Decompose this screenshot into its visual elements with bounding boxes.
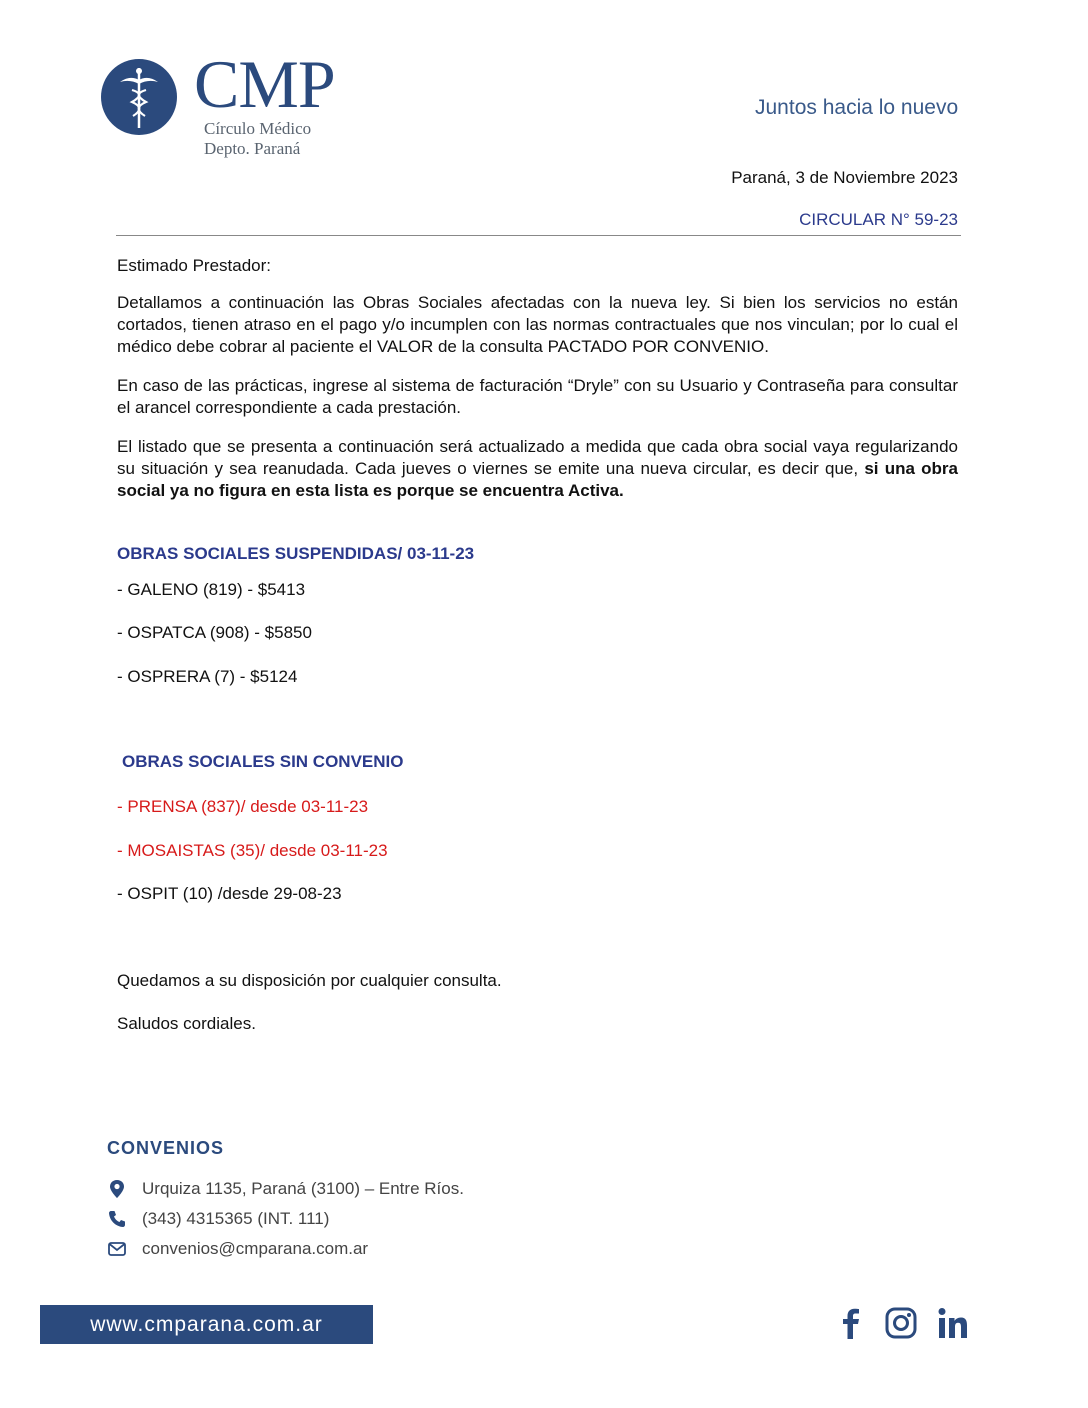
mail-icon [107,1239,127,1259]
list-item: - PRENSA (837)/ desde 03-11-23 [117,797,369,816]
list-item: - OSPRERA (7) - $5124 [117,667,298,686]
paragraph-listing-emphasis: si una obra social ya no figura en esta lista es porque se encuentra Activa. [117,459,958,500]
phone-icon [107,1209,127,1229]
logo-emblem-icon [100,58,178,136]
facebook-icon[interactable] [833,1305,869,1341]
website-link[interactable]: www.cmparana.com.ar [40,1305,373,1344]
letter-date: Paraná, 3 de Noviembre 2023 [731,168,958,187]
list-item: - OSPIT (10) /desde 29-08-23 [117,884,342,903]
header-divider [116,235,961,236]
sign-off: Saludos cordiales. [117,1014,256,1033]
paragraph-practices: En caso de las prácticas, ingrese al sistema de facturación “Dryle” con su Usuario y Contraseña para consultar el arancel correspondiente a cada prestación. [117,376,958,417]
phone-text: (343) 4315365 (INT. 111) [142,1209,330,1228]
logo-subtitle-1: Círculo Médico [204,119,312,138]
location-pin-icon [107,1179,127,1199]
closing-line: Quedamos a su disposición por cualquier consulta. [117,971,502,990]
list-item: - MOSAISTAS (35)/ desde 03-11-23 [117,841,388,860]
no-agreement-section-title: OBRAS SOCIALES SIN CONVENIO [122,752,404,771]
logo-wordmark: CMP [194,46,335,122]
paragraph-intro: Detallamos a continuación las Obras Sociales afectadas con la nueva ley. Si bien los servicios no están cortados, tienen atraso en el pago y/o incumplen con las normas contractuales que nos vinculan; por lo cual el médico debe cobrar al paciente el VALOR de la consulta PACTADO POR CONVENIO. [117,293,958,356]
address-text: Urquiza 1135, Paraná (3100) – Entre Ríos. [142,1179,464,1198]
instagram-icon[interactable] [883,1305,919,1341]
suspended-section-title: OBRAS SOCIALES SUSPENDIDAS/ 03-11-23 [117,544,475,563]
list-item: - GALENO (819) - $5413 [117,580,306,599]
paragraph-listing-text: El listado que se presenta a continuación será actualizado a medida que cada obra social vaya regularizando su situación y sea reanudada. Cada jueves o viernes se emite una nueva circular, es decir que, [117,437,958,478]
greeting: Estimado Prestador: [117,256,272,275]
footer-email [107,1237,368,1261]
linkedin-icon[interactable] [935,1305,971,1341]
tagline: Juntos hacia lo nuevo [755,96,959,119]
footer-department-title: CONVENIOS [107,1138,225,1158]
footer-address [107,1177,464,1201]
email-link[interactable]: convenios@cmparana.com.ar [142,1239,369,1258]
paragraph-listing [117,436,958,502]
logo-subtitle-2: Depto. Paraná [204,139,301,158]
circular-number: CIRCULAR N° 59-23 [799,210,958,229]
list-item: - OSPATCA (908) - $5850 [117,623,312,642]
footer-phone [107,1207,329,1231]
